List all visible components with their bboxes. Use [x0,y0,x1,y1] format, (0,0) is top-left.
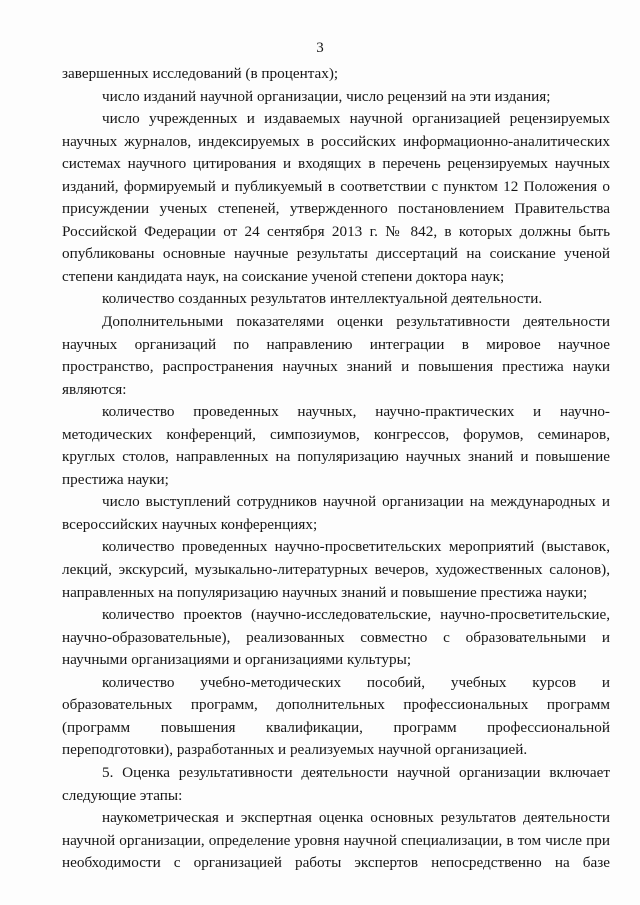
document-body [62,63,610,875]
paragraph-joint-projects: количество проектов (научно-исследовательские, научно-просветительские, научно-образовательные), реализованных совместно с образовательными и научными организациями и организациями культуры; [62,606,610,669]
paragraph-additional-indicators: Дополнительными показателями оценки результативности деятельности научных организаций по направлению интеграции в мировое научное пространство, распространения научных знаний и повышения престижа науки являются: [62,313,610,398]
paragraph-journals-count: число учрежденных и издаваемых научной организацией рецензируемых научных журналов, индексируемых в российских информационно-аналитических системах научного цитирования и входящих в перечень рецензируемых научных изданий, формируемый и публикуемый в соответствии с пунктом 12 Положения о присуждении ученых степеней, утвержденного постановлением Правительства Российской Федерации от 24 сентября 2013 г. № 842, в которых должны быть опубликованы основные научные результаты диссертаций на соискание ученой степени кандидата наук, на соискание ученой степени доктора наук; [62,110,610,285]
page-number: 3 [316,40,324,56]
paragraph-conferences-count: количество проведенных научных, научно-практических и научно-методических конференций, симпозиумов, конгрессов, форумов, семинаров, круглых столов, направленных на популяризацию научных знаний и повышение престижа науки; [62,403,610,488]
paragraph-continuation: завершенных исследований (в процентах); [62,65,339,82]
paragraph-intellectual-results: количество созданных результатов интеллектуальной деятельности. [102,290,543,308]
paragraph-section-5: 5. Оценка результативности деятельности научной организации включает следующие этапы: [62,763,610,804]
paragraph-teaching-materials: количество учебно-методических пособий, учебных курсов и образовательных программ, дополнительных профессиональных программ (программ повышения квалификации, программ профессиональной переподготовки), разработанных и реализуемых научной организацией. [62,673,610,759]
paragraph-scientometric-assessment: наукометрическая и экспертная оценка основных результатов деятельности научной организации, определение уровня научной специализации, в том числе при необходимости с организацией работы экспертов непосредственно на базе [62,809,610,872]
paragraph-presentations-count: число выступлений сотрудников научной организации на международных и всероссийских научных конференциях; [62,493,610,533]
paragraph-publications-count: число изданий научной организации, число рецензий на эти издания; [102,87,551,105]
paragraph-outreach-events: количество проведенных научно-просветительских мероприятий (выставок, лекций, экскурсий, музыкально-литературных вечеров, художественных салонов), направленных на популяризацию научных знаний и повышение престижа науки; [62,538,610,601]
